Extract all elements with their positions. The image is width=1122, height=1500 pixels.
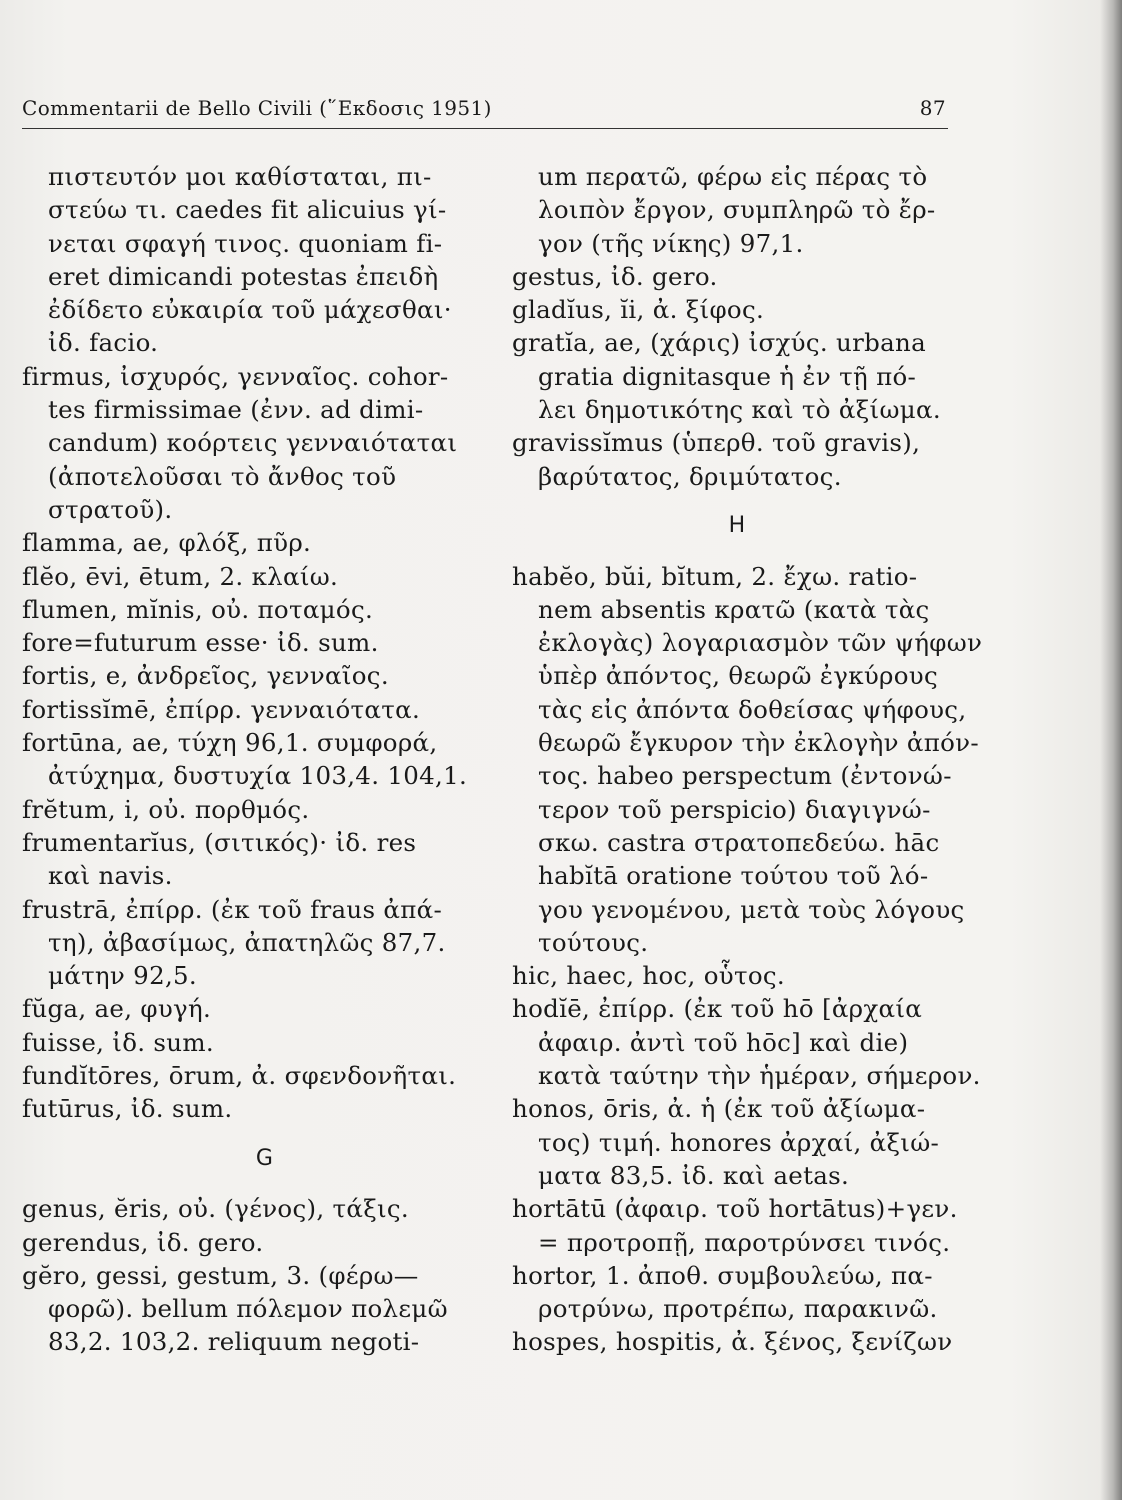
glossary-line: ἐκλογὰς) λογαριασμὸν τῶν ψήφων <box>538 628 983 658</box>
header-rule <box>22 128 948 129</box>
glossary-line: σκω. castra στρατοπεδεύω. hāc <box>538 827 940 857</box>
glossary-line: στεύω τι. caedes fit alicuius γί- <box>48 195 447 225</box>
glossary-line: κατὰ ταύτην τὴν ἡμέραν, σήμερον. <box>538 1061 981 1091</box>
glossary-entry: gratĭa, ae, (χάρις) ἰσχύς. urbana <box>512 328 927 358</box>
glossary-entry: gestus, ἰδ. gero. <box>512 261 718 291</box>
glossary-line: ἐδίδετο εὐκαιρία τοῦ μάχεσθαι· <box>48 295 452 325</box>
glossary-line: θεωρῶ ἔγκυρον τὴν ἐκλογὴν ἀπόν- <box>538 728 979 758</box>
glossary-entry: gravissĭmus (ὑπερθ. τοῦ gravis), <box>512 428 921 458</box>
glossary-line: τος. habeo perspectum (ἐντονώ- <box>538 761 952 791</box>
glossary-line: τὰς εἰς ἀπόντα δοθείσας ψήφους, <box>538 694 967 724</box>
glossary-line: νεται σφαγή τινος. quoniam fi- <box>48 228 443 258</box>
glossary-line: eret dimicandi potestas ἐπειδὴ <box>48 261 439 291</box>
glossary-entry: hortor, 1. ἀποθ. συμβουλεύω, πα- <box>512 1260 933 1290</box>
glossary-line: ἀφαιρ. ἀντὶ τοῦ hōc] καὶ die) <box>538 1027 909 1057</box>
glossary-entry: fuisse, ἰδ. sum. <box>22 1027 215 1057</box>
page-number: 87 <box>919 96 946 120</box>
glossary-line: ὑπὲρ ἀπόντος, θεωρῶ ἐγκύρους <box>538 661 938 691</box>
glossary-entry: gĕro, gessi, gestum, 3. (φέρω— <box>22 1260 419 1290</box>
glossary-line: βαρύτατος, δριμύτατος. <box>538 461 842 491</box>
glossary-entry: flumen, mĭnis, οὐ. ποταμός. <box>22 594 374 624</box>
glossary-line: gratia dignitasque ἡ ἐν τῇ πό- <box>538 361 917 391</box>
glossary-line: 83,2. 103,2. reliquum negoti- <box>48 1327 420 1357</box>
glossary-entry: flĕo, ēvi, ētum, 2. κλαίω. <box>22 561 339 591</box>
glossary-entry: fortis, e, ἀνδρεῖος, γενναῖος. <box>22 661 389 691</box>
glossary-entry: fundĭtōres, ōrum, ἀ. σφενδονῆται. <box>22 1061 457 1091</box>
glossary-line: = προτροπῇ, παροτρύνσει τινός. <box>538 1227 951 1257</box>
glossary-line: γου γενομένου, μετὰ τοὺς λόγους <box>538 894 965 924</box>
glossary-entry: genus, ĕris, οὐ. (γένος), τάξις. <box>22 1194 410 1224</box>
glossary-line: φορῶ). bellum πόλεμον πολεμῶ <box>48 1294 448 1324</box>
glossary-entry: flamma, ae, φλόξ, πῦρ. <box>22 528 312 558</box>
glossary-entry: fore=futurum esse· ἰδ. sum. <box>22 628 379 658</box>
glossary-entry: hospes, hospitis, ἀ. ξένος, ξενίζων <box>512 1327 953 1357</box>
glossary-entry: frustrā, ἐπίρρ. (ἐκ τοῦ fraus ἀπά- <box>22 894 443 924</box>
glossary-entry: fortūna, ae, τύχη 96,1. συμφορά, <box>22 728 438 758</box>
glossary-entry: firmus, ἰσχυρός, γενναῖος. cohor- <box>22 361 449 391</box>
glossary-line: candum) κοόρτεις γενναιόταται <box>48 428 458 458</box>
page-header <box>22 96 946 126</box>
glossary-entry: gladĭus, ĭi, ἀ. ξίφος. <box>512 295 765 325</box>
right-column <box>512 160 983 1359</box>
glossary-line: καὶ navis. <box>48 861 173 891</box>
glossary-line: tes firmissimae (ἐνν. ad dimi- <box>48 395 424 425</box>
glossary-line: πιστευτόν μοι καθίσταται, πι- <box>48 162 432 191</box>
glossary-line: um περατῶ, φέρω εἰς πέρας τὸ <box>538 162 928 191</box>
glossary-entry: fŭga, ae, φυγή. <box>22 994 212 1024</box>
left-column <box>22 160 477 1359</box>
glossary-entry: hortātū (ἀφαιρ. τοῦ hortātus)+γεν. <box>512 1194 958 1224</box>
glossary-line: μάτην 92,5. <box>48 961 198 991</box>
glossary-line: τούτους. <box>538 927 649 957</box>
glossary-line: (ἀποτελοῦσαι τὸ ἄνθος τοῦ <box>48 461 397 491</box>
glossary-line: τη), ἀβασίμως, ἀπατηλῶς 87,7. <box>48 927 446 957</box>
section-letter-g: G <box>255 1145 274 1171</box>
glossary-entry: habĕo, bŭi, bĭtum, 2. ἔχω. ratio- <box>512 561 918 591</box>
glossary-line: habĭtā oratione τούτου τοῦ λό- <box>538 861 929 891</box>
glossary-line: γον (τῆς νίκης) 97,1. <box>538 228 804 258</box>
glossary-line: λοιπὸν ἔργον, συμπληρῶ τὸ ἔρ- <box>538 195 936 225</box>
glossary-line: ἰδ. facio. <box>48 328 159 358</box>
glossary-entry: futūrus, ἰδ. sum. <box>22 1094 233 1124</box>
glossary-line: ροτρύνω, προτρέπω, παρακινῶ. <box>538 1294 938 1324</box>
glossary-entry: honos, ōris, ἀ. ἡ (ἐκ τοῦ ἀξίωμα- <box>512 1094 926 1124</box>
page-edge-shadow <box>1100 0 1122 1500</box>
glossary-entry: frĕtum, i, οὐ. πορθμός. <box>22 794 310 824</box>
section-letter-h: H <box>728 512 746 538</box>
running-title: Commentarii de Bello Civili (῞Εκδοσις 1951) <box>22 96 492 120</box>
glossary-line: nem absentis κρατῶ (κατὰ τὰς <box>538 594 930 624</box>
glossary-line: τερον τοῦ perspicio) διαγιγνώ- <box>538 794 931 824</box>
glossary-line: ἀτύχημα, δυστυχία 103,4. 104,1. <box>48 761 468 791</box>
glossary-line: ματα 83,5. ἰδ. καὶ aetas. <box>538 1160 850 1190</box>
glossary-entry: fortissĭmē, ἐπίρρ. γενναιότατα. <box>22 694 421 724</box>
glossary-entry: gerendus, ἰδ. gero. <box>22 1227 264 1257</box>
glossary-line: τος) τιμή. honores ἀρχαί, ἀξιώ- <box>538 1127 940 1157</box>
glossary-line: λει δημοτικότης καὶ τὸ ἀξίωμα. <box>538 395 941 425</box>
glossary-entry: hodĭē, ἐπίρρ. (ἐκ τοῦ hō [ἀρχαία <box>512 994 923 1024</box>
glossary-entry: hic, haec, hoc, οὗτος. <box>512 961 785 991</box>
glossary-entry: frumentarĭus, (σιτικός)· ἰδ. res <box>22 827 417 857</box>
glossary-line: στρατοῦ). <box>48 494 173 524</box>
